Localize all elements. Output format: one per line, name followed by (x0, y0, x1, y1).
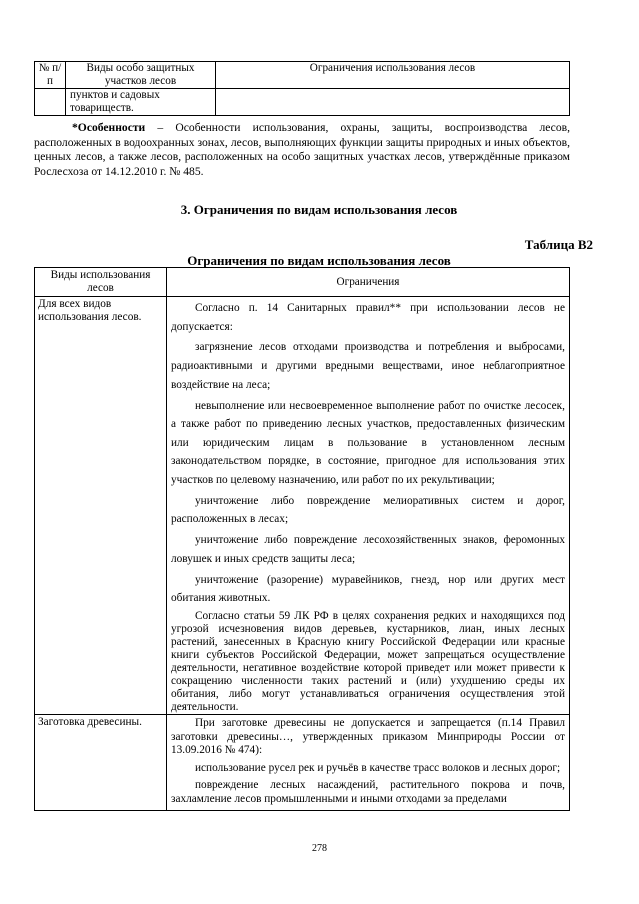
section-title: 3. Ограничения по видам использования лесов (180, 202, 458, 217)
footnote-bold-term: *Особенности (72, 121, 146, 134)
page-number: 278 (312, 843, 327, 854)
cell-restrictions (167, 297, 570, 715)
cell-use-type: Заготовка древесины. (35, 715, 167, 811)
header-restrictions: Ограничения использования лесов (216, 62, 570, 89)
paragraph: Согласно статьи 59 ЛК РФ в целях сохранения редких и находящихся под угрозой исчезновения видов деревьев, кустарников, лиан, иных лесных растений, занесенных в Красную книгу Российской Федерации или красные книги субъектов Российской Федерации, может запрещаться осуществление деятельности, негативное воздействие которой приведет или может привести к сокращению численности таких растений и (или) ухудшению среды их обитания, либо могут устанавливаться ограничения осуществления этой деятельности. (171, 610, 565, 714)
cell-area-type: пунктов и садовых товариществ. (66, 89, 216, 116)
continuation-table (34, 61, 570, 116)
header-num: № п/п (35, 62, 66, 89)
restrictions-table (34, 267, 570, 811)
paragraph: использование русел рек и ручьёв в качестве трасс волоков и лесных дорог; (195, 761, 561, 774)
restrictions-table-header (35, 268, 570, 297)
paragraph: уничтожение либо повреждение мелиоративных систем и дорог, расположенных в лесах; (171, 494, 565, 526)
cell-restrictions (167, 715, 570, 811)
header-protective-areas: Виды особо защитных участков лесов (66, 62, 216, 89)
cell-use-type: Для всех видов использования лесов. (35, 297, 167, 715)
continuation-table-header (35, 62, 570, 89)
footnote-paragraph (34, 121, 570, 179)
paragraph: уничтожение либо повреждение лесохозяйственных знаков, феромонных ловушек и иных средств защиты леса; (171, 534, 565, 565)
paragraph: невыполнение или несвоевременное выполнение работ по очистке лесосек, а также работ по приведению лесных участков, предоставленных физическим или юридическим лицам в пользование в установленном лесным законодательством порядке, в состояние, пригодное для использования этих участков по целевому назначению, или работ по их рекультивации; (171, 399, 565, 486)
paragraph: Согласно п. 14 Санитарных правил** при использовании лесов не допускается: (171, 302, 565, 333)
header-restrictions: Ограничения (167, 268, 570, 297)
cell-num (35, 89, 66, 116)
cell-restriction (216, 89, 570, 116)
table-label: Таблица В2 (524, 237, 593, 252)
table-row (35, 715, 570, 811)
paragraph: загрязнение лесов отходами производства и потребления и выбросами, радиоактивными и другими вредными веществами, иное неблагоприятное воздействие на леса; (171, 341, 565, 391)
table-row (35, 89, 570, 116)
header-use-types: Виды использования лесов (35, 268, 167, 297)
paragraph: повреждение лесных насаждений, растительного покрова и почв, захламление лесов промышленными и иными отходами за пределами (171, 779, 565, 805)
table-row (35, 297, 570, 715)
paragraph: При заготовке древесины не допускается и запрещается (п.14 Правил заготовки древесины…, утвержденных приказом Минприроды России от 13.09.2016 № 474): (171, 717, 565, 757)
table-caption: Ограничения по видам использования лесов (187, 253, 451, 268)
paragraph: уничтожение (разорение) муравейников, гнезд, нор или других мест обитания животных. (171, 573, 565, 605)
footnote-text: – Особенности использования, охраны, защиты, воспроизводства лесов, расположенных в водоохранных зонах, лесов, выполняющих функции защиты природных и иных объектов, ценных лесов, а также лесов, расположенных на особо защитных участках лесов, утверждённые приказом Рослесхоза от 14.12.2010 г. № 485. (34, 121, 570, 178)
